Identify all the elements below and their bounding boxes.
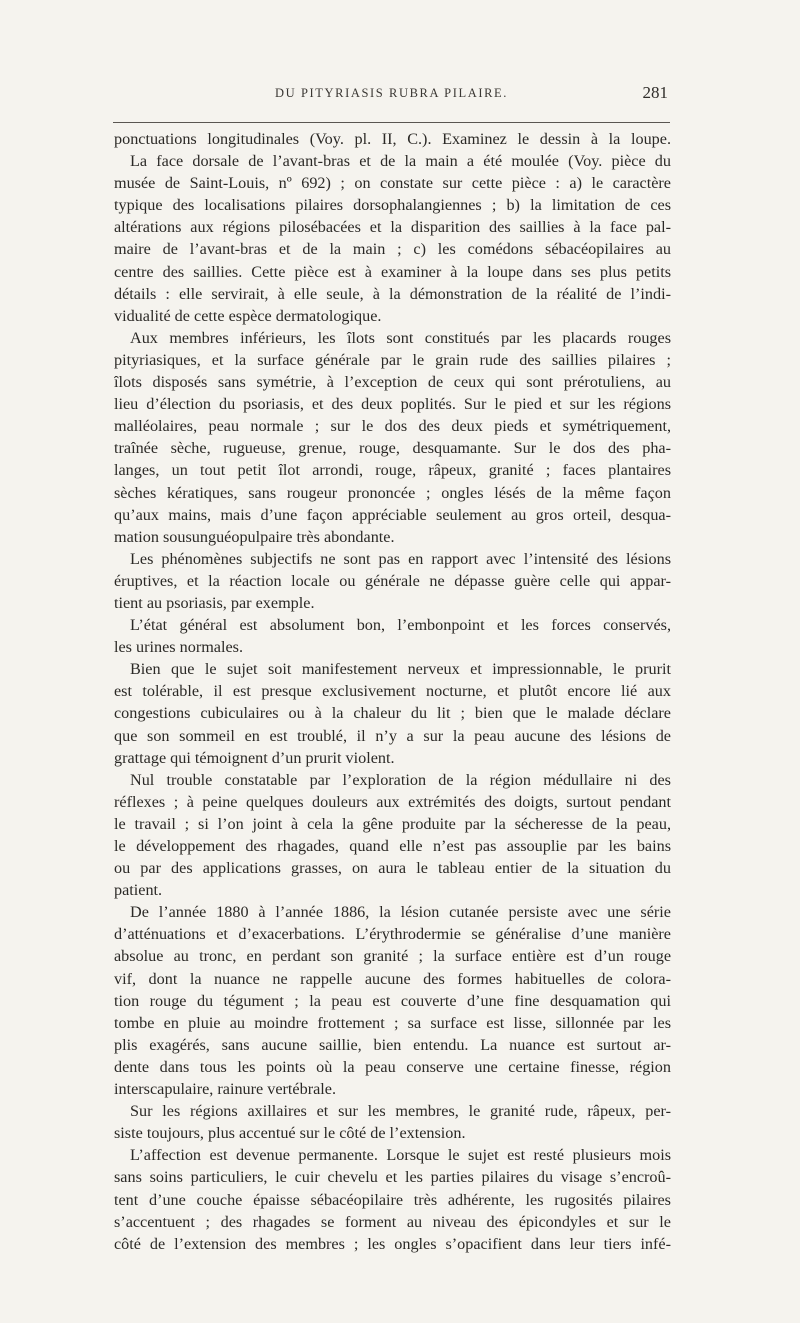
text-line: détails : elle servirait, à elle seule, à la démonstration de la réalité de l’indi- (114, 284, 671, 303)
text-line: grattage qui témoignent d’un prurit violent. (114, 748, 395, 767)
text-line: qu’aux mains, mais d’une façon appréciable seulement au gros orteil, desqua- (114, 505, 671, 524)
text-line: que son sommeil en est troublé, il n’y a sur la peau aucune des lésions de (114, 726, 671, 745)
text-line: Aux membres inférieurs, les îlots sont constitués par les placards rouges (130, 328, 671, 347)
text-line: traînée sèche, rugueuse, grenue, rouge, desquamante. Sur le dos des pha- (114, 439, 671, 458)
text-line: réflexes ; à peine quelques douleurs aux extrémités des doigts, surtout pendant (114, 792, 671, 811)
text-line: tion rouge du tégument ; la peau est couverte d’une fine desquamation qui (114, 991, 671, 1010)
text-line: éruptives, et la réaction locale ou générale ne dépasse guère celle qui appar- (114, 571, 671, 590)
text-line: les urines normales. (114, 638, 244, 657)
header-rule (113, 122, 670, 123)
text-line: musée de Saint-Louis, nº 692) ; on constate sur cette pièce : a) le caractère (114, 174, 671, 193)
text-line: ponctuations longitudinales (Voy. pl. II, C.). Examinez le dessin à la loupe. (114, 130, 671, 148)
text-line: L’état général est absolument bon, l’embonpoint et les forces conservés, (130, 616, 671, 635)
text-line: le développement des rhagades, quand elle n’est pas assouplie par les bains (114, 837, 671, 855)
text-line: langes, un tout petit îlot arrondi, rouge, râpeux, granité ; faces plantaires (114, 461, 671, 480)
text-line: d’atténuations et d’exacerbations. L’érythrodermie se généralise d’une manière (114, 925, 671, 944)
text-line: lieu d’élection du psoriasis, et des deux poplités. Sur le pied et sur les régions (114, 395, 671, 414)
text-line: La face dorsale de l’avant-bras et de la main a été moulée (Voy. pièce du (130, 152, 671, 171)
page-number: 281 (642, 83, 668, 102)
text-line: Nul trouble constatable par l’exploration de la région médullaire ni des (130, 770, 671, 789)
text-line: malléolaires, peau normale ; sur le dos des deux pieds et symétriquement, (114, 417, 671, 436)
text-line: patient. (114, 881, 163, 900)
text-line: côté de l’extension des membres ; les ongles s’opacifient dans leur tiers infé- (114, 1234, 671, 1253)
text-line: absolue au tronc, en perdant son granité ; la surface entière est d’un rouge (114, 947, 671, 966)
text-line: L’affection est devenue permanente. Lorsque le sujet est resté plusieurs mois (130, 1146, 671, 1165)
text-line: tient au psoriasis, par exemple. (114, 593, 315, 612)
text-line: mation sousunguéopulpaire très abondante. (114, 527, 395, 546)
text-line: le travail ; si l’on joint à cela la gêne produite par la sécheresse de la peau, (114, 814, 671, 833)
page-header (115, 83, 668, 110)
text-line: siste toujours, plus accentué sur le côté de l’extension. (114, 1124, 466, 1143)
text-line: Bien que le sujet soit manifestement nerveux et impressionnable, le prurit (130, 660, 671, 679)
text-line: typique des localisations pilaires dorsophalangiennes ; b) la limitation de ces (114, 196, 671, 215)
text-line: sèches kératiques, sans rougeur prononcée ; ongles lésés de la même façon (114, 483, 671, 502)
text-line: dente dans tous les points où la peau conserve une certaine finesse, région (114, 1057, 671, 1076)
text-line: De l’année 1880 à l’année 1886, la lésion cutanée persiste avec une série (130, 903, 671, 922)
text-line: pityriasiques, et la surface générale par le grain rude des saillies pilaires ; (114, 350, 671, 369)
text-line: Sur les régions axillaires et sur les membres, le granité rude, râpeux, per- (130, 1102, 671, 1121)
body-text (114, 128, 671, 1255)
running-title: DU PITYRIASIS RUBRA PILAIRE. (274, 86, 508, 100)
text-line: s’accentuent ; des rhagades se forment au niveau des épicondyles et sur le (114, 1212, 671, 1231)
text-line: tent d’une couche épaisse sébacéopilaire très adhérente, les rugosités pilaires (114, 1190, 671, 1209)
text-line: interscapulaire, rainure vertébrale. (114, 1080, 337, 1099)
text-line: altérations aux régions pilosébacées et la disparition des saillies à la face pal- (114, 218, 671, 237)
text-line: centre des saillies. Cette pièce est à examiner à la loupe dans ses plus petits (114, 262, 671, 281)
text-line: ou par des applications grasses, on aura le tableau entier de la situation du (114, 859, 671, 878)
text-line: vif, dont la nuance ne rappelle aucune des formes habituelles de colora- (114, 969, 671, 988)
text-line: tombe en pluie au moindre frottement ; sa surface est lisse, sillonnée par les (114, 1013, 671, 1032)
text-line: îlots disposés sans symétrie, à l’exception de ceux qui sont prérotuliens, au (114, 373, 671, 392)
text-line: maire de l’avant-bras et de la main ; c) les comédons sébacéopilaires au (114, 240, 671, 259)
text-line: plis exagérés, sans aucune saillie, bien entendu. La nuance est surtout ar- (114, 1035, 671, 1054)
text-line: sans soins particuliers, le cuir chevelu et les parties pilaires du visage s’encroû- (114, 1168, 671, 1187)
text-line: Les phénomènes subjectifs ne sont pas en rapport avec l’intensité des lésions (130, 549, 671, 568)
text-line: est tolérable, il est presque exclusivement nocturne, et plutôt encore lié aux (114, 682, 671, 701)
text-line: congestions cubiculaires ou à la chaleur du lit ; bien que le malade déclare (114, 704, 671, 723)
text-line: vidualité de cette espèce dermatologique. (114, 306, 382, 325)
